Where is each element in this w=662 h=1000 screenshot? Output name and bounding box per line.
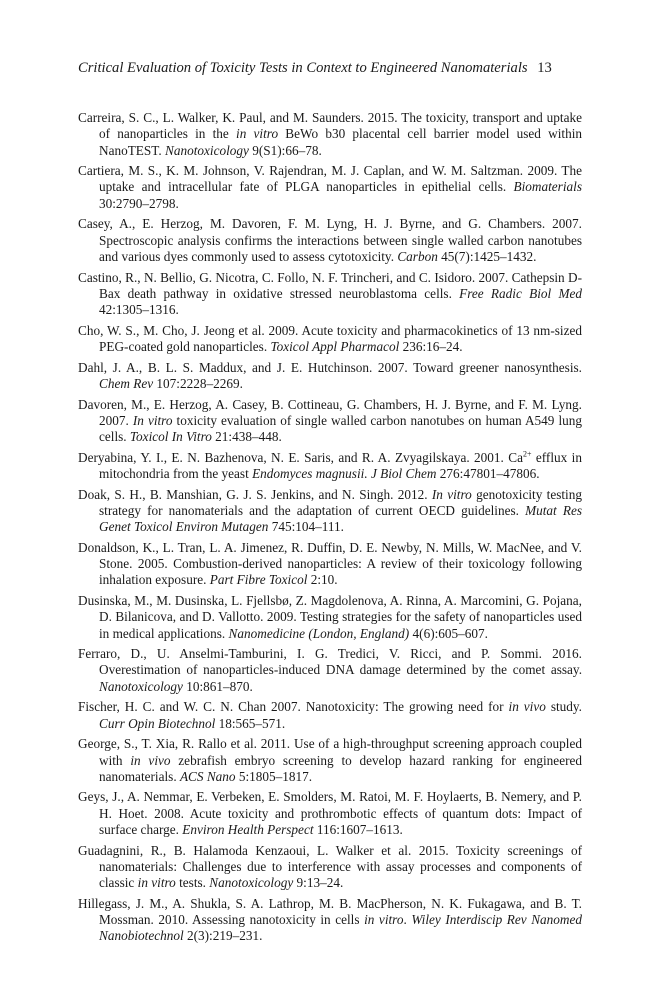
running-header bbox=[78, 60, 578, 77]
reference-text: 9(S1):66–78. bbox=[248, 142, 322, 158]
reference-entry bbox=[78, 450, 582, 483]
italic-text: Free Radic Biol Med bbox=[459, 285, 582, 301]
reference-entry bbox=[78, 736, 582, 785]
reference-text: 2:10. bbox=[307, 572, 338, 588]
reference-entry bbox=[78, 270, 582, 319]
italic-text: Biomaterials bbox=[513, 179, 582, 195]
italic-text: Wiley Interdiscip Rev Nanomed Nanobiotechnol bbox=[99, 912, 583, 944]
reference-text: Carreira, S. C., L. Walker, K. Paul, and M. Saunders. 2015. The toxicity, transport and uptake of nanoparticles in the bbox=[78, 110, 582, 142]
reference-text: study. bbox=[545, 699, 582, 715]
reference-entry bbox=[78, 216, 582, 265]
page-number: 13 bbox=[537, 60, 552, 76]
reference-entry bbox=[78, 896, 582, 945]
reference-text: Davoren, M., E. Herzog, A. Casey, B. Cottineau, G. Chambers, H. J. Byrne, and F. M. Lyng. 2007. bbox=[78, 396, 582, 428]
reference-text: Castino, R., N. Bellio, G. Nicotra, C. Follo, N. F. Trincheri, and C. Isidoro. 2007. Cathepsin D-Bax death pathway in oxidative stressed neuroblastoma cells. bbox=[78, 269, 582, 301]
reference-entry bbox=[78, 163, 582, 212]
italic-text: Toxicol Appl Pharmacol bbox=[270, 339, 400, 355]
reference-entry bbox=[78, 593, 582, 642]
reference-text: 745:104–111. bbox=[268, 519, 344, 535]
italic-text: ACS Nano bbox=[179, 768, 236, 784]
reference-text: 10:861–870. bbox=[182, 678, 253, 694]
reference-entry bbox=[78, 487, 582, 536]
reference-entry bbox=[78, 843, 582, 892]
reference-text: genotoxicity testing strategy for nanomaterials and the adaptation of current OECD guidelines. bbox=[99, 486, 582, 518]
reference-list bbox=[78, 110, 582, 949]
italic-text: Toxicol In Vitro bbox=[129, 429, 212, 445]
reference-text: George, S., T. Xia, R. Rallo et al. 2011. Use of a high-throughput screening approach coupled with bbox=[78, 736, 582, 768]
reference-text: Donaldson, K., L. Tran, L. A. Jimenez, R. Duffin, D. E. Newby, N. Mills, W. MacNee, and V. Stone. 2005. Combustion-derived nanoparticles: A review of their toxicology following inhalation exposure. bbox=[78, 539, 582, 588]
italic-text: Nanotoxicology bbox=[209, 875, 294, 891]
reference-entry bbox=[78, 646, 582, 695]
reference-entry bbox=[78, 323, 582, 356]
italic-text: Endomyces magnusii. J Biol Chem bbox=[252, 466, 437, 482]
italic-text: in vivo bbox=[508, 699, 546, 715]
italic-text: In vitro bbox=[431, 486, 472, 502]
italic-text: In vitro bbox=[132, 412, 173, 428]
italic-text: in vitro bbox=[137, 875, 176, 891]
reference-text: Casey, A., E. Herzog, M. Davoren, F. M. Lyng, H. J. Byrne, and G. Chambers. 2007. Spectroscopic analysis confirms the interactions between single walled carbon nanotubes and various dyes commonly used to assess cytotoxicity. bbox=[78, 216, 582, 264]
reference-text: Guadagnini, R., B. Halamoda Kenzaoui, L. Walker et al. 2015. Toxicity screenings of nanomaterials: Challenges due to interference with assay processes and components of classic bbox=[78, 842, 582, 891]
reference-text: Ferraro, D., U. Anselmi-Tamburini, I. G. Tredici, V. Ricci, and P. Sommi. 2016. Overestimation of nanoparticles-induced DNA damage determined by the comet assay. bbox=[78, 646, 582, 678]
reference-text: 236:16–24. bbox=[399, 339, 463, 355]
reference-text: Cho, W. S., M. Cho, J. Jeong et al. 2009. Acute toxicity and pharmacokinetics of 13 nm-sized PEG-coated gold nanoparticles. bbox=[78, 322, 582, 355]
reference-text: 5:1805–1817. bbox=[235, 768, 313, 784]
italic-text: in vitro bbox=[364, 912, 404, 928]
reference-text: 4(6):605–607. bbox=[409, 625, 488, 641]
superscript: 2+ bbox=[522, 449, 532, 459]
reference-text: 45(7):1425–1432. bbox=[437, 248, 537, 264]
italic-text: Mutat Res Genet Toxicol Environ Mutagen bbox=[99, 502, 583, 535]
reference-text: 42:1305–1316. bbox=[99, 302, 179, 318]
italic-text: in vivo bbox=[130, 752, 171, 768]
reference-text: Deryabina, Y. I., E. N. Bazhenova, N. E. Saris, and R. A. Zvyagilskaya. 2001. Ca bbox=[78, 449, 523, 465]
reference-text: Fischer, H. C. and W. C. N. Chan 2007. Nanotoxicity: The growing need for bbox=[78, 699, 509, 715]
reference-text: zebrafish embryo screening to develop hazard ranking for engineered nanomaterials. bbox=[99, 752, 582, 784]
reference-text: toxicity evaluation of single walled carbon nanotubes on human A549 lung cells. bbox=[99, 412, 583, 445]
italic-text: Curr Opin Biotechnol bbox=[99, 715, 216, 731]
reference-text: BeWo b30 placental cell barrier model used within NanoTEST. bbox=[99, 126, 582, 158]
reference-text: . bbox=[403, 912, 412, 928]
reference-entry bbox=[78, 360, 582, 393]
italic-text: Nanomedicine (London, England) bbox=[228, 625, 410, 641]
reference-entry bbox=[78, 789, 582, 838]
reference-text: 21:438–448. bbox=[211, 429, 282, 445]
italic-text: Carbon bbox=[397, 248, 438, 264]
italic-text: in vitro bbox=[236, 126, 279, 142]
reference-text: 9:13–24. bbox=[293, 875, 344, 891]
italic-text: Part Fibre Toxicol bbox=[209, 572, 308, 588]
italic-text: Nanotoxicology bbox=[99, 678, 183, 694]
reference-text: Hillegass, J. M., A. Shukla, S. A. Lathrop, M. B. MacPherson, N. K. Fukagawa, and B. T. Mossman. 2010. Assessing nanotoxicity in cells bbox=[78, 895, 582, 928]
italic-text: Nanotoxicology bbox=[165, 142, 249, 158]
reference-text: 116:1607–1613. bbox=[313, 822, 403, 838]
running-title: Critical Evaluation of Toxicity Tests in Context to Engineered Nanomaterials bbox=[78, 60, 528, 76]
reference-text: efflux in mitochondria from the yeast bbox=[99, 449, 582, 482]
reference-text: tests. bbox=[175, 875, 210, 891]
reference-text: Geys, J., A. Nemmar, E. Verbeken, E. Smolders, M. Ratoi, M. F. Hoylaerts, B. Nemery, and P. H. Hoet. 2008. Acute toxicity and prothrombotic effects of quantum dots: Impact of surface charge. bbox=[78, 789, 582, 838]
italic-text: Chem Rev bbox=[99, 375, 154, 391]
reference-text: 107:2228–2269. bbox=[153, 375, 243, 391]
reference-text: 30:2790–2798. bbox=[99, 195, 179, 211]
reference-text: Doak, S. H., B. Manshian, G. J. S. Jenkins, and N. Singh. 2012. bbox=[78, 486, 432, 502]
reference-text: 2(3):219–231. bbox=[183, 928, 263, 944]
reference-text: 276:47801–47806. bbox=[436, 466, 540, 482]
reference-entry bbox=[78, 540, 582, 589]
reference-text: Dahl, J. A., B. L. S. Maddux, and J. E. Hutchinson. 2007. Toward greener nanosynthesis. bbox=[78, 359, 582, 375]
reference-text: Dusinska, M., M. Dusinska, L. Fjellsbø, Z. Magdolenova, A. Rinna, A. Marcomini, G. Pojana, D. Bilanicova, and D. Vallotto. 2009. Testing strategies for the safety of nanoparticles used in medical applications. bbox=[78, 592, 582, 641]
reference-text: Cartiera, M. S., K. M. Johnson, V. Rajendran, M. J. Caplan, and W. M. Saltzman. 2009. The uptake and intracellular fate of PLGA nanoparticles in epithelial cells. bbox=[78, 163, 582, 195]
reference-entry bbox=[78, 699, 582, 732]
reference-entry bbox=[78, 110, 582, 159]
reference-entry bbox=[78, 397, 582, 446]
italic-text: Environ Health Perspect bbox=[182, 822, 314, 838]
reference-text: 18:565–571. bbox=[215, 715, 286, 731]
